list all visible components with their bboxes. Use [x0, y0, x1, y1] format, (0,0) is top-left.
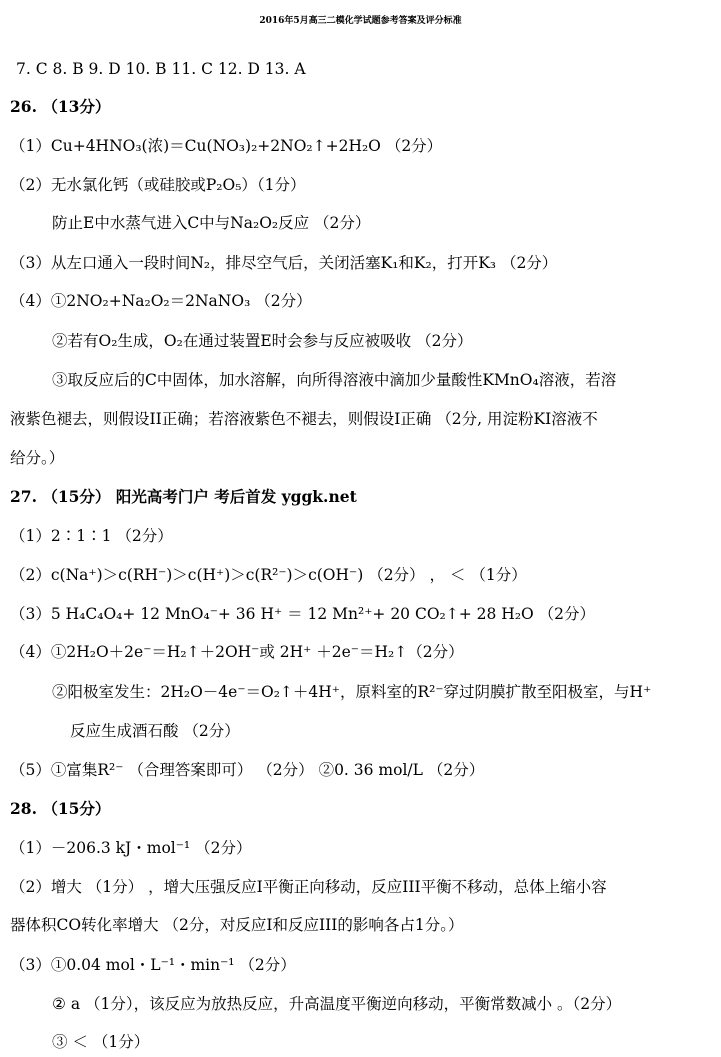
- q26-line-7: ③取反应后的C中固体，加水溶解，向所得溶液中滴加少量酸性KMnO₄溶液，若溶: [52, 371, 617, 389]
- q27-line-5: ②阳极室发生：2H₂O－4e⁻＝O₂↑＋4H⁺，原料室的R²⁻穿过阴膜扩散至阳极室，与H⁺: [52, 683, 652, 701]
- q26-line-2: （2）无水氯化钙（或硅胶或P₂O₅）（1分）: [10, 176, 306, 194]
- q28-line-6: ③ ＜ （1分）: [52, 1033, 150, 1051]
- q27-line-6: 反应生成酒石酸 （2分）: [70, 722, 240, 740]
- q27-line-7: （5）①富集R²⁻ （合理答案即可） （2分） ②0. 36 mol/L （2分）: [10, 761, 485, 779]
- q26-line-4: （3）从左口通入一段时间N₂，排尽空气后，关闭活塞K₁和K₂，打开K₃ （2分）: [10, 254, 558, 272]
- q26-line-8: 液紫色褪去，则假设II正确；若溶液紫色不褪去，则假设I正确 （2分, 用淀粉KI溶液不: [10, 410, 598, 428]
- q27-line-1: （1）2∶1∶1 （2分）: [10, 527, 173, 545]
- q26-line-9: 给分。）: [10, 449, 65, 467]
- q27-line-3: （3）5 H₄C₄O₄+ 12 MnO₄⁻+ 36 H⁺ ＝ 12 Mn²⁺+ 20 CO₂↑+ 28 H₂O （2分）: [10, 605, 596, 623]
- q26-line-3: 防止E中水蒸气进入C中与Na₂O₂反应 （2分）: [52, 214, 371, 232]
- q26-header: 26. （13分）: [10, 97, 111, 116]
- q28-line-4: （3）①0.04 mol・L⁻¹・min⁻¹ （2分）: [10, 956, 296, 974]
- q27-header: 27. （15分） 阳光高考门户 考后首发 yggk.net: [10, 487, 357, 506]
- q26-line-1: （1）Cu+4HNO₃(浓)＝Cu(NO₃)₂+2NO₂↑+2H₂O （2分）: [10, 137, 443, 155]
- q28-line-5: ② a （1分），该反应为放热反应，升高温度平衡逆向移动，平衡常数减小 。（2分）: [52, 995, 622, 1013]
- q26-line-6: ②若有O₂生成，O₂在通过装置E时会参与反应被吸收 （2分）: [52, 332, 473, 350]
- q28-line-2: （2）增大 （1分） ，增大压强反应I平衡正向移动，反应III平衡不移动，总体上缩小容: [10, 878, 607, 896]
- q28-line-3: 器体积CO转化率增大 （2分，对反应I和反应III的影响各占1分。）: [10, 916, 464, 934]
- q28-line-1: （1）－206.3 kJ・mol⁻¹ （2分）: [10, 839, 252, 857]
- q27-line-4: （4）①2H₂O＋2e⁻＝H₂↑＋2OH⁻或 2H⁺ ＋2e⁻＝H₂↑（2分）: [10, 643, 464, 661]
- q28-header: 28. （15分）: [10, 799, 111, 818]
- page-title: 2016年5月高三二模化学试题参考答案及评分标准: [259, 16, 462, 26]
- mcq-answers: 7. C 8. B 9. D 10. B 11. C 12. D 13. A: [16, 60, 306, 78]
- q27-line-2: （2）c(Na⁺)＞c(RH⁻)＞c(H⁺)＞c(R²⁻)＞c(OH⁻) （2分） ， ＜ （1分）: [10, 566, 527, 584]
- q26-line-5: （4）①2NO₂+Na₂O₂＝2NaNO₃ （2分）: [10, 292, 312, 310]
